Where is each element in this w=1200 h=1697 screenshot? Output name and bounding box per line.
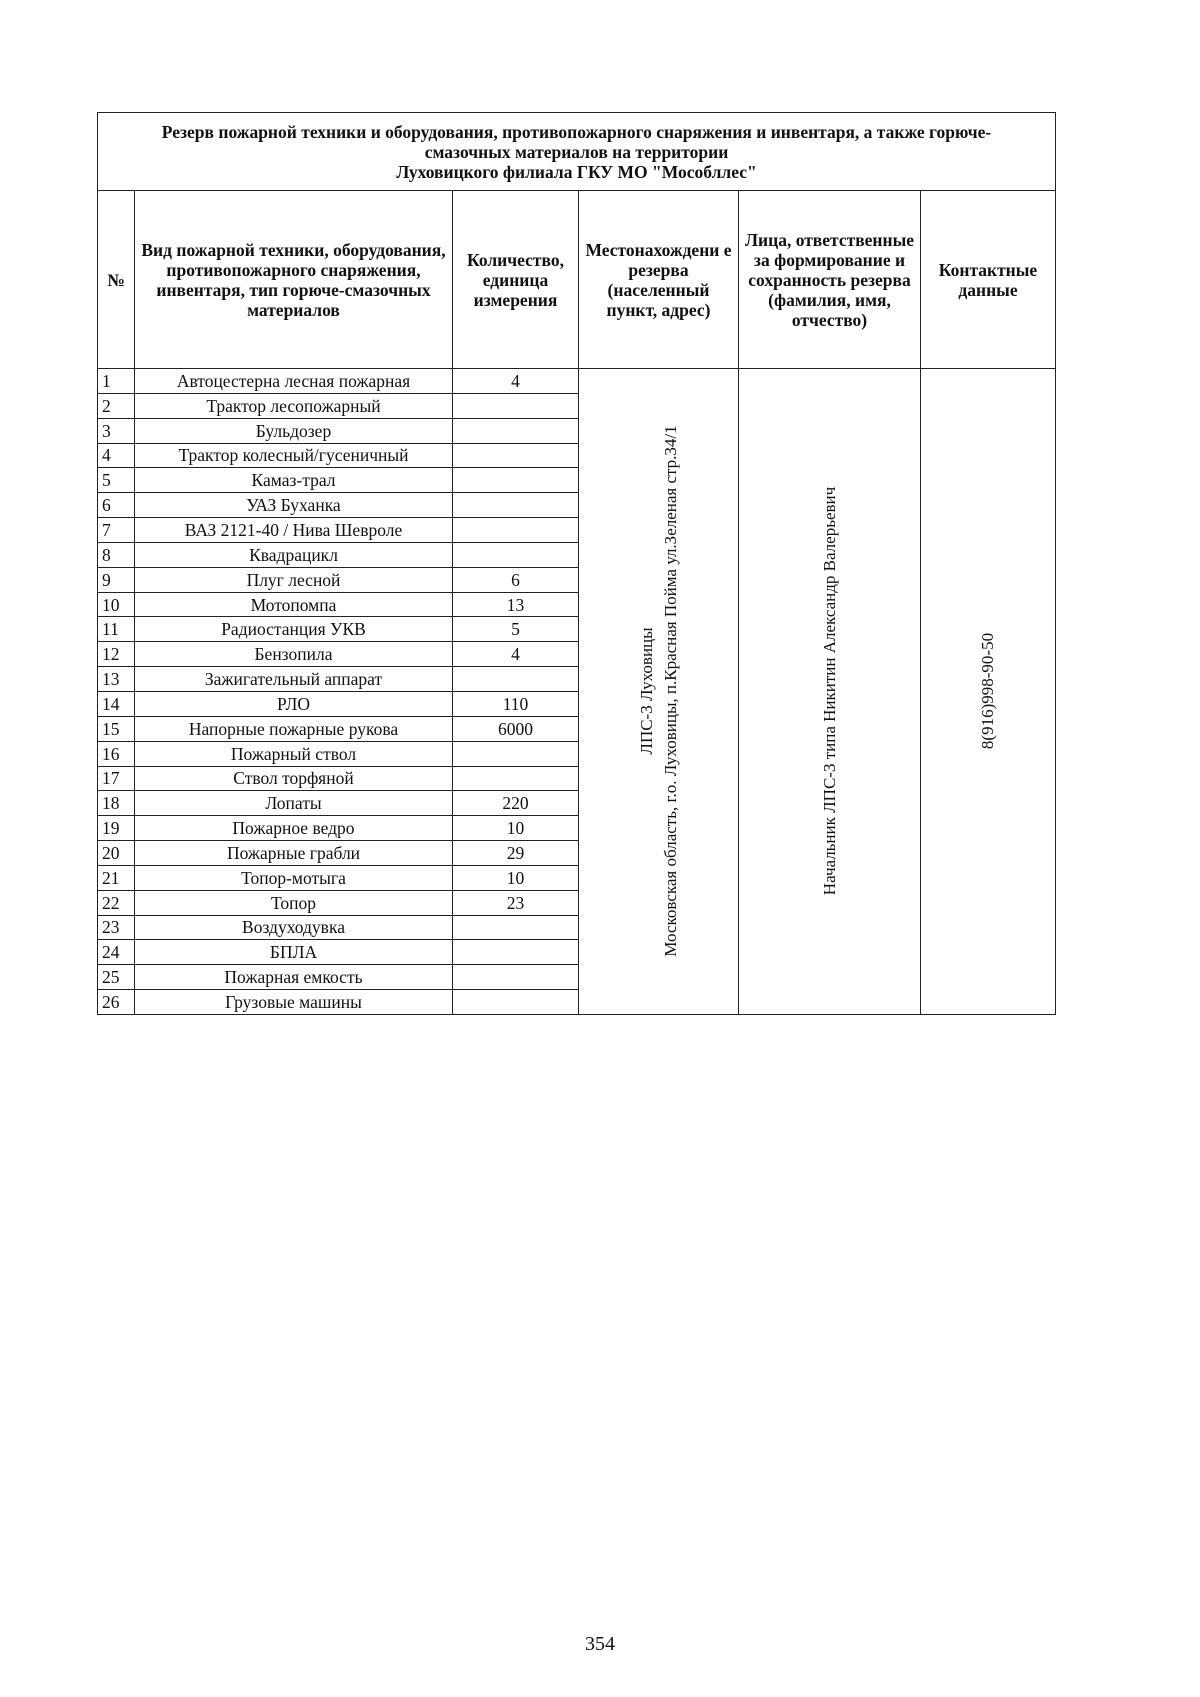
row-item: Мотопомпа [135, 592, 453, 617]
row-item: Воздуходувка [135, 915, 453, 940]
row-quantity [453, 493, 579, 518]
contacts-cell [921, 369, 1056, 1015]
row-item: Бензопила [135, 642, 453, 667]
row-number: 19 [98, 816, 135, 841]
responsible-text: Начальник ЛПС-3 типа Никитин Александр Валерьевич [819, 487, 839, 896]
row-number: 14 [98, 691, 135, 716]
row-quantity: 110 [453, 691, 579, 716]
title-line-1: Резерв пожарной техники и оборудования, противопожарного снаряжения и инвентаря, а также горюче- [161, 121, 992, 142]
header-contacts: Контактные данные [921, 191, 1056, 369]
row-item: Грузовые машины [135, 990, 453, 1015]
row-number: 12 [98, 642, 135, 667]
row-quantity: 10 [453, 865, 579, 890]
location-cell [579, 369, 739, 1015]
reserve-table [97, 112, 1056, 1015]
row-number: 9 [98, 567, 135, 592]
row-number: 2 [98, 393, 135, 418]
row-number: 20 [98, 841, 135, 866]
row-quantity [453, 990, 579, 1015]
row-quantity: 29 [453, 841, 579, 866]
row-number: 15 [98, 716, 135, 741]
row-number: 8 [98, 542, 135, 567]
row-quantity: 13 [453, 592, 579, 617]
table-row [98, 369, 1056, 394]
row-item: Квадрацикл [135, 542, 453, 567]
row-item: УАЗ Буханка [135, 493, 453, 518]
row-number: 18 [98, 791, 135, 816]
row-quantity [453, 915, 579, 940]
row-quantity [453, 518, 579, 543]
row-quantity: 10 [453, 816, 579, 841]
row-item: Ствол торфяной [135, 766, 453, 791]
row-item: Автоцестерна лесная пожарная [135, 369, 453, 394]
row-number: 11 [98, 617, 135, 642]
row-number: 25 [98, 965, 135, 990]
row-number: 5 [98, 468, 135, 493]
row-number: 7 [98, 518, 135, 543]
header-quantity: Количество, единица измерения [453, 191, 579, 369]
row-quantity [453, 542, 579, 567]
row-item: Камаз-трал [135, 468, 453, 493]
row-quantity [453, 418, 579, 443]
row-quantity: 220 [453, 791, 579, 816]
row-quantity [453, 766, 579, 791]
row-quantity [453, 393, 579, 418]
row-quantity: 23 [453, 890, 579, 915]
row-item: Плуг лесной [135, 567, 453, 592]
header-row [98, 191, 1056, 369]
row-quantity: 5 [453, 617, 579, 642]
row-number: 3 [98, 418, 135, 443]
row-quantity [453, 965, 579, 990]
row-number: 13 [98, 667, 135, 692]
contacts-text: 8(916)998-90-50 [978, 633, 997, 750]
header-location: Местонахождени е резерва (населенный пункт, адрес) [579, 191, 739, 369]
row-quantity [453, 443, 579, 468]
row-number: 22 [98, 890, 135, 915]
row-item: БПЛА [135, 940, 453, 965]
row-number: 21 [98, 865, 135, 890]
row-number: 10 [98, 592, 135, 617]
row-item: ВАЗ 2121-40 / Нива Шевроле [135, 518, 453, 543]
title-line-2: смазочных материалов на территории [424, 141, 729, 162]
location-line-1: ЛПС-3 Луховицы [636, 627, 656, 756]
row-quantity [453, 741, 579, 766]
row-number: 6 [98, 493, 135, 518]
row-quantity [453, 667, 579, 692]
row-number: 1 [98, 369, 135, 394]
row-quantity: 4 [453, 369, 579, 394]
row-number: 24 [98, 940, 135, 965]
page-number: 354 [585, 1633, 615, 1655]
title-row [98, 113, 1056, 191]
row-number: 16 [98, 741, 135, 766]
row-item: Топор [135, 890, 453, 915]
row-item: Бульдозер [135, 418, 453, 443]
row-item: Пожарное ведро [135, 816, 453, 841]
row-item: Зажигательный аппарат [135, 667, 453, 692]
row-item: Пожарные грабли [135, 841, 453, 866]
row-item: Лопаты [135, 791, 453, 816]
row-quantity: 4 [453, 642, 579, 667]
row-quantity [453, 940, 579, 965]
row-number: 23 [98, 915, 135, 940]
row-quantity [453, 468, 579, 493]
row-item: Пожарный ствол [135, 741, 453, 766]
location-line-2: Московская область, г.о. Луховицы, п.Красная Пойма ул.Зеленая стр.34/1 [660, 425, 680, 958]
location-text [635, 426, 683, 957]
row-item: Топор-мотыга [135, 865, 453, 890]
row-item: Пожарная емкость [135, 965, 453, 990]
header-responsible: Лица, ответственные за формирование и сохранность резерва (фамилия, имя, отчество) [739, 191, 921, 369]
row-item: РЛО [135, 691, 453, 716]
row-item: Радиостанция УКВ [135, 617, 453, 642]
row-item: Трактор лесопожарный [135, 393, 453, 418]
row-quantity: 6 [453, 567, 579, 592]
row-item: Трактор колесный/гусеничный [135, 443, 453, 468]
header-num: № [98, 191, 135, 369]
row-item: Напорные пожарные рукова [135, 716, 453, 741]
table-title [98, 113, 1056, 191]
row-number: 17 [98, 766, 135, 791]
responsible-cell [739, 369, 921, 1015]
row-number: 4 [98, 443, 135, 468]
row-quantity: 6000 [453, 716, 579, 741]
row-number: 26 [98, 990, 135, 1015]
title-line-3: Луховицкого филиала ГКУ МО "Мособллес" [396, 161, 757, 182]
header-type: Вид пожарной техники, оборудования, противопожарного снаряжения, инвентаря, тип горюче-смазочных материалов [135, 191, 453, 369]
